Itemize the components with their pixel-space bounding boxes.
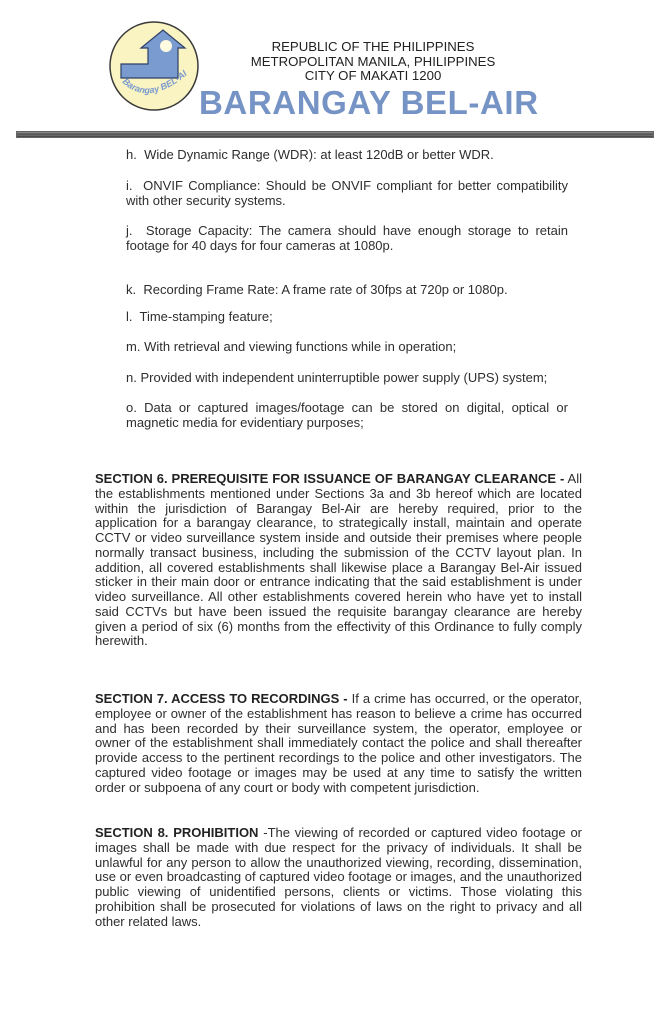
section-body: If a crime has occurred, or the operator, employee or owner of the establishment has reason to believe a crime has occurred and has been recorded by their surveillance system, the operator, employee or owner of the establishment shall immediately contact the police and shall thereafter provide access to the pertinent recordings to the police and other investigators. The captured video footage or images may be used at any time to satisfy the written order or subpoena of any court or body with competent jurisdiction.: [95, 691, 582, 795]
list-marker: m.: [126, 339, 141, 354]
list-marker: k.: [126, 282, 137, 297]
list-marker: j.: [126, 223, 133, 238]
list-text: Provided with independent uninterruptible power supply (UPS) system;: [140, 370, 548, 385]
header-divider: [16, 131, 654, 138]
list-marker: h.: [126, 147, 137, 162]
list-item-h: [126, 147, 568, 162]
list-text: Recording Frame Rate: A frame rate of 30fps at 720p or 1080p.: [143, 282, 508, 297]
section-heading: SECTION 6. PREREQUISITE FOR ISSUANCE OF BARANGAY CLEARANCE -: [95, 471, 565, 486]
list-marker: i.: [126, 178, 133, 193]
list-text: Time-stamping feature;: [139, 309, 273, 324]
header-city: CITY OF MAKATI 1200: [304, 68, 442, 83]
section-6: [95, 472, 582, 649]
header-republic: REPUBLIC OF THE PHILIPPINES: [271, 39, 475, 54]
list-item-o: [126, 400, 568, 430]
list-text: With retrieval and viewing functions while in operation;: [144, 339, 457, 354]
list-item-i: [126, 178, 568, 208]
section-body: -The viewing of recorded or captured video footage or images shall be made with due respect for the privacy of individuals. It shall be unlawful for any person to allow the unauthorized viewing, recording, dissemination, use or even broadcasting of captured video footage or images, and the unauthorized public viewing of unidentified persons, clients or victims. Those violating this prohibition shall be prosecuted for violations of laws on the right to privacy and all other related laws.: [95, 825, 583, 929]
section-body: All the establishments mentioned under Sections 3a and 3b hereof which are located within the jurisdiction of Barangay Bel-Air are hereby required, prior to the application for a barangay clearance, to strategically install, maintain and operate CCTV or video surveillance system inside and outside their premises where people normally transact business, including the submission of the CCTV layout plan. In addition, all covered establishments shall likewise place a Barangay Bel-Air issued sticker in their main door or entrance indicating that the said establishment is under video surveillance. All other establishments covered herein who have yet to install said CCTVs but have been issued the requisite barangay clearance are hereby given a period of six (6) months from the effectivity of this Ordinance to fully comply herewith.: [95, 471, 582, 649]
list-text: ONVIF Compliance: Should be ONVIF compliant for better compatibility with other security systems.: [126, 178, 568, 208]
section-8: [95, 826, 582, 929]
list-item-n: [126, 370, 568, 385]
seal-text: Barangay BEL-AI: [120, 68, 189, 96]
list-item-k: [126, 282, 568, 297]
header-metro-manila: METROPOLITAN MANILA, PHILIPPINES: [250, 54, 496, 69]
list-item-j: [126, 223, 568, 253]
list-item-l: [126, 309, 568, 324]
seal-icon: [108, 20, 200, 112]
section-7: [95, 692, 582, 795]
barangay-title: BARANGAY BEL-AIR: [199, 84, 539, 121]
list-marker: n.: [126, 370, 137, 385]
list-marker: l.: [126, 309, 133, 324]
barangay-seal-logo: [108, 20, 200, 112]
list-text: Storage Capacity: The camera should have enough storage to retain footage for 40 days for four cameras at 1080p.: [126, 223, 569, 253]
list-marker: o.: [126, 400, 137, 415]
section-heading: SECTION 8. PROHIBITION: [95, 825, 259, 840]
list-text: Wide Dynamic Range (WDR): at least 120dB or better WDR.: [144, 147, 494, 162]
list-text: Data or captured images/footage can be stored on digital, optical or magnetic media for evidentiary purposes;: [126, 400, 568, 430]
section-heading: SECTION 7. ACCESS TO RECORDINGS -: [95, 691, 348, 706]
list-item-m: [126, 339, 568, 354]
